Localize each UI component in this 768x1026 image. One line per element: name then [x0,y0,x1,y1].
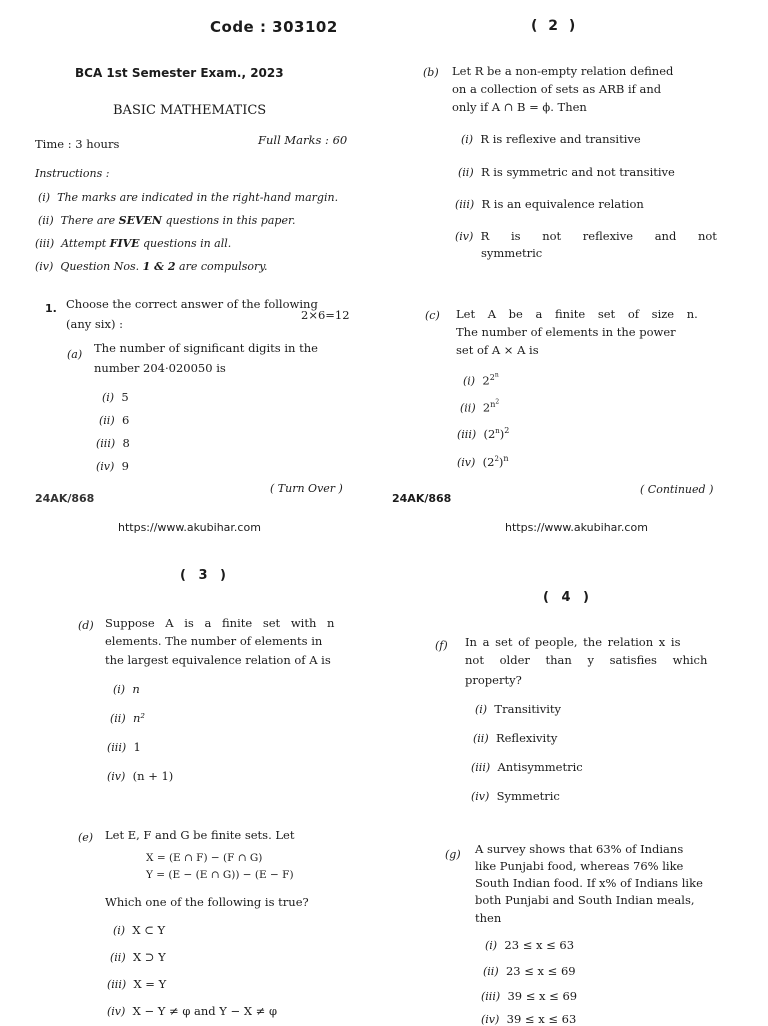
question-c-line-2: The number of elements in the power [456,325,676,339]
question-b-line-1: Let R be a non-empty relation defined [452,64,674,78]
question-e-text: Let E, F and G be finite sets. Let [105,828,295,842]
question-1-marks: 2×6=12 [301,308,350,322]
question-f-line-3: property? [465,673,522,687]
page-number: ( 2 ) [531,18,579,34]
question-a-line-1: The number of significant digits in the [94,341,318,355]
question-f-label: (f) [435,639,448,652]
question-d-label: (d) [78,619,94,632]
question-e-equation-y: Y = (E − (E ∩ G)) − (E − F) [146,869,294,881]
question-b-label: (b) [423,66,439,79]
question-g-line-4: both Punjabi and South Indian meals, [475,893,695,907]
question-g-line-5: then [475,911,502,925]
instruction-2: (ii) There are SEVEN questions in this paper. [38,214,296,227]
instruction-1: (i) The marks are indicated in the right-hand margin. [38,191,339,204]
full-marks: Full Marks : 60 [258,133,348,147]
question-a-option-3: (iii) 8 [96,436,130,450]
question-g-line-2: like Punjabi food, whereas 76% like [475,859,684,873]
question-a-line-2: number 204·020050 is [94,361,226,375]
question-e-label: (e) [78,831,94,844]
turn-over-note: ( Turn Over ) [270,482,343,495]
footer-code: 24AK/868 [35,492,95,505]
question-e-equation-x: X = (E ∩ F) − (F ∩ G) [146,852,263,864]
question-1-text-line-1: Choose the correct answer of the following [66,297,318,311]
footer-code: 24AK/868 [392,492,452,505]
question-e-option-3: (iii) X = Y [107,977,167,991]
question-g-option-4: (iv) 39 ≤ x ≤ 63 [481,1012,577,1026]
question-1-number: 1. [45,302,57,315]
instructions-title: Instructions : [35,167,110,180]
question-b-line-2: on a collection of sets as ARB if and [452,82,662,96]
question-e-question: Which one of the following is true? [105,895,309,909]
question-g-option-1: (i) 23 ≤ x ≤ 63 [485,938,575,952]
question-d-option-1: (i) n [113,682,140,696]
question-b-option-4-cont: symmetric [481,246,543,260]
question-f-option-4: (iv) Symmetric [471,789,560,803]
question-d-option-4: (iv) (n + 1) [107,769,174,783]
question-d-line-3: the largest equivalence relation of A is [105,653,331,667]
question-e-option-1: (i) X ⊂ Y [113,923,166,937]
exam-code: Code : 303102 [210,18,338,36]
question-e-option-4: (iv) X − Y ≠ φ and Y − X ≠ φ [107,1004,278,1018]
question-b-option-2: (ii) R is symmetric and not transitive [458,165,675,179]
question-c-line-3: set of A × A is [456,343,539,357]
continued-note: ( Continued ) [640,483,714,496]
question-c-line-1: Let A be a finite set of size n. [456,307,698,321]
question-g-option-2: (ii) 23 ≤ x ≤ 69 [483,964,576,978]
question-a-option-4: (iv) 9 [96,459,129,473]
question-f-option-1: (i) Transitivity [475,702,562,716]
question-c-option-3: (iii) $(2^n)^2$ [457,426,510,441]
question-b-option-4: (iv) R is not reflexive and not [455,229,717,243]
page-number: ( 3 ) [180,568,230,583]
question-a-option-1: (i) 5 [102,390,129,404]
question-d-option-3: (iii) 1 [107,740,141,754]
question-g-line-3: South Indian food. If x% of Indians like [475,876,703,890]
question-f-line-2: not older than y satisfies which [465,653,708,667]
instruction-4: (iv) Question Nos. 1 & 2 are compulsory. [35,260,268,273]
question-f-option-3: (iii) Antisymmetric [471,760,583,774]
question-d-line-2: elements. The number of elements in [105,634,323,648]
question-c-option-4: (iv) $(2^2)^n$ [457,454,509,469]
question-d-option-2: (ii) n² [110,711,145,725]
question-g-option-3: (iii) 39 ≤ x ≤ 69 [481,989,578,1003]
exam-title: BCA 1st Semester Exam., 2023 [75,66,284,80]
source-url[interactable]: https://www.akubihar.com [505,521,648,534]
question-e-option-2: (ii) X ⊃ Y [110,950,166,964]
source-url[interactable]: https://www.akubihar.com [118,521,261,534]
question-c-option-2: (ii) $2^{n^2}$ [460,398,500,415]
question-f-option-2: (ii) Reflexivity [473,731,558,745]
instruction-3: (iii) Attempt FIVE questions in all. [35,237,232,250]
question-a-option-2: (ii) 6 [99,413,130,427]
question-b-option-3: (iii) R is an equivalence relation [455,197,644,211]
time-label: Time : 3 hours [35,137,120,151]
question-g-line-1: A survey shows that 63% of Indians [475,842,684,856]
question-1-text-line-2: (any six) : [66,317,123,331]
question-f-line-1: In a set of people, the relation x is [465,635,681,649]
question-d-line-1: Suppose A is a finite set with n [105,616,335,630]
question-b-option-1: (i) R is reflexive and transitive [461,132,641,146]
question-c-option-1: (i) $2^{2^n}$ [463,371,499,388]
page-number: ( 4 ) [543,590,593,605]
question-b-line-3: only if A ∩ B = ϕ. Then [452,100,587,114]
question-a-label: (a) [67,348,83,361]
question-c-label: (c) [425,309,440,322]
question-g-label: (g) [445,848,461,861]
subject-title: BASIC MATHEMATICS [113,103,267,118]
